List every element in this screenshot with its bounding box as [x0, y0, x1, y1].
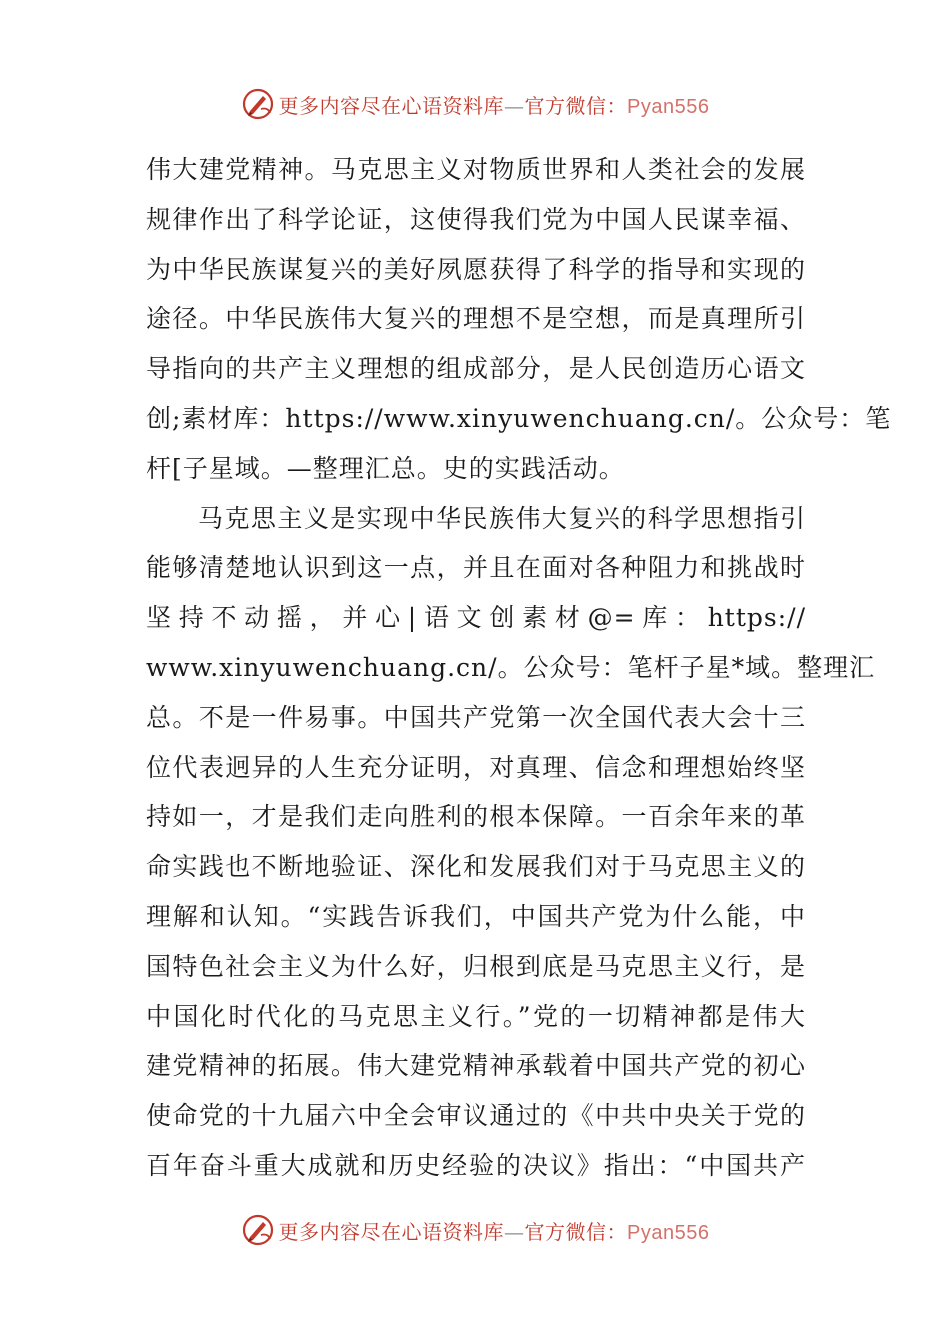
header-banner-separator: — — [504, 93, 525, 118]
footer-banner-main: 更多内容尽在心语资料库 — [278, 1219, 505, 1244]
document-body — [146, 145, 892, 1191]
text-line: 能够清楚地认识到这一点，并且在面对各种阻力和挑战时 — [146, 553, 806, 583]
header-banner — [0, 84, 950, 124]
footer-banner-contact: 官方微信： — [524, 1219, 628, 1244]
text-line: 理解和认知。“实践告诉我们，中国共产党为什么能，中 — [146, 901, 806, 931]
text-line: 国特色社会主义为什么好，归根到底是马克思主义行，是 — [146, 951, 806, 981]
text-line: 规律作出了科学论证，这使得我们党为中国人民谋幸福、 — [146, 204, 806, 234]
header-banner-contact: 官方微信： — [524, 93, 628, 118]
text-line: 坚持不动摇，并心|语文创素材@=库：https:// — [146, 603, 806, 633]
footer-banner — [0, 1210, 950, 1250]
text-line: 伟大建党精神。马克思主义对物质世界和人类社会的发展 — [146, 155, 806, 184]
text-line: 创;素材库：https://www.xinyuwenchuang.cn/。公众号：笔 — [146, 403, 892, 433]
text-line: 命实践也不断地验证、深化和发展我们对于马克思主义的 — [146, 852, 806, 882]
footer-banner-contact-id: Pyan556 — [627, 1221, 710, 1244]
text-line: 百年奋斗重大成就和历史经验的决议》指出：“中国共产 — [146, 1150, 806, 1180]
footer-banner-separator: — — [504, 1219, 525, 1244]
text-line: www.xinyuwenchuang.cn/。公众号：笔杆子星*域。整理汇 — [146, 652, 876, 682]
text-line: 建党精神的拓展。伟大建党精神承载着中国共产党的初心 — [146, 1051, 806, 1081]
text-line: 使命党的十九届六中全会审议通过的《中共中央关于党的 — [146, 1101, 806, 1131]
text-line: 为中华民族谋复兴的美好夙愿获得了科学的指导和实现的 — [146, 254, 806, 284]
text-line: 途径。中华民族伟大复兴的理想不是空想，而是真理所引 — [146, 304, 806, 334]
header-banner-contact-id: Pyan556 — [627, 95, 710, 118]
text-line: 中国化时代化的马克思主义行。”党的一切精神都是伟大 — [146, 1001, 806, 1031]
text-line: 总。不是一件易事。中国共产党第一次全国代表大会十三 — [146, 702, 806, 732]
text-line: 位代表迥异的人生充分证明，对真理、信念和理想始终坚 — [146, 752, 806, 782]
text-line: 杆[子星域。—整理汇总。史的实践活动。 — [146, 453, 625, 483]
pen-logo-icon — [241, 1213, 275, 1247]
header-banner-text — [279, 90, 710, 119]
text-line: 导指向的共产主义理想的组成部分，是人民创造历心语文 — [146, 354, 806, 384]
text-line: 马克思主义是实现中华民族伟大复兴的科学思想指引 — [198, 503, 806, 533]
footer-banner-text — [279, 1216, 710, 1245]
header-banner-main: 更多内容尽在心语资料库 — [278, 93, 505, 118]
text-line: 持如一，才是我们走向胜利的根本保障。一百余年来的革 — [146, 802, 806, 832]
pen-logo-icon — [241, 87, 275, 121]
